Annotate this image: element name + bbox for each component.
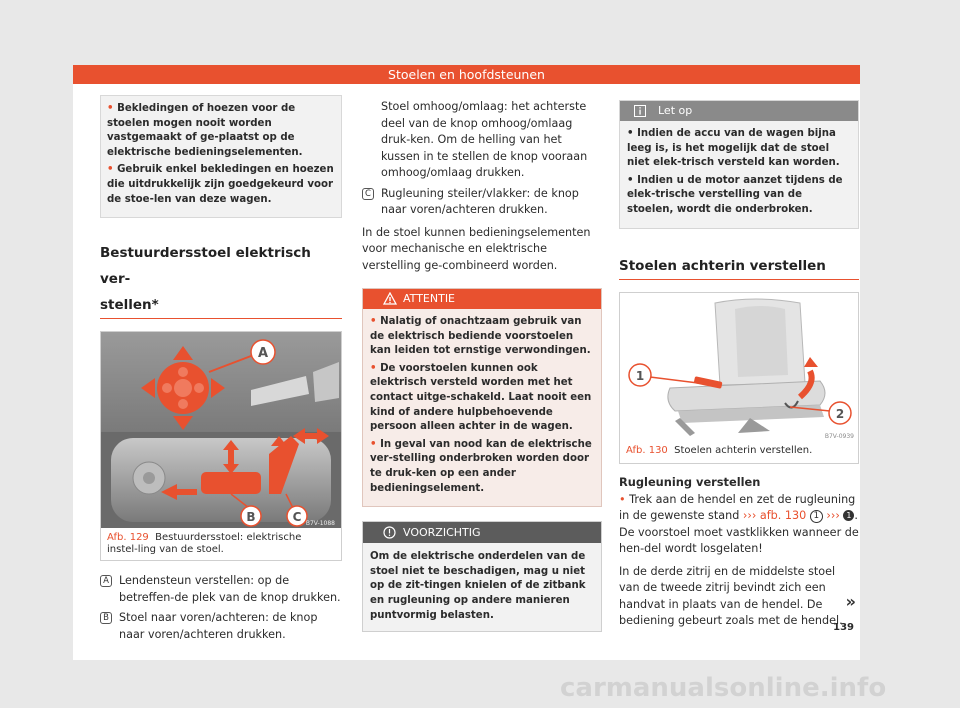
driver-seat-controls-illustration [101, 332, 341, 528]
control-item: A Lendensteun verstellen: op de betreffen-de plek van de knop drukken. [100, 573, 342, 606]
warning-bullet: • De voorstoelen kunnen ook elektrisch versteld worden met het contact uitge-schakeld. Laat nooit een kind of andere hulpbehoevende persoon alleen achter in de wagen. [370, 362, 592, 433]
warning-triangle-icon [383, 292, 397, 305]
warning-bullet: • Nalatig of onachtzaam gebruik van de elektrisch bediende voorstoelen kan leiden tot ernstige verwondingen. [370, 316, 591, 357]
caution-text: Om de elektrische onderdelen van de stoel niet te beschadigen, mag u niet op de zit-tingen knielen of de zitbank en rugleuning op andere manieren puntvormig belasten. [370, 551, 586, 621]
note-bullet: • Indien de accu van de wagen bijna leeg is, is het mogelijk dat de stoel niet elek-trisch versteld kan worden. [627, 128, 840, 169]
caution-body [363, 543, 601, 631]
figure-label-c: C [292, 510, 302, 525]
page-number: 139 [833, 622, 854, 633]
figure-label-a: A [257, 346, 269, 362]
figure-label-2: 2 [835, 406, 845, 421]
figure-129 [100, 331, 342, 561]
page-header: Stoelen en hoofdsteunen [73, 65, 860, 84]
instruction-bullet: • Trek aan de hendel en zet de rugleuning in de gewenste stand ››› afb. 130 1 ››› 1 . De voorstoel moet vastklikken wanneer de hen-del wordt losgelaten! [619, 492, 859, 556]
warning-bullet: • In geval van nood kan de elektrische ver-stelling onderbroken worden door te druk-ken op een ander bedieningselement. [370, 438, 592, 494]
section-heading-rear-seats [619, 253, 859, 280]
section-title: Stoelen achterin verstellen [619, 257, 826, 274]
figure-130 [619, 292, 859, 464]
control-list-left [100, 573, 342, 643]
figure-caption: Afb. 130 Stoelen achterin verstellen. [626, 444, 813, 456]
section-title: Bestuurdersstoel elektrisch ver- stellen* [100, 245, 311, 314]
note-bullet: • Indien u de motor aanzet tijdens de elek-trische verstelling van de stoelen, wordt die onderbroken. [627, 174, 843, 215]
column-middle [362, 99, 602, 632]
warning-box [362, 288, 602, 507]
figure-label-b: B [246, 510, 256, 525]
note-bullet: • Bekledingen of hoezen voor de stoelen mogen nooit worden vastgemaakt of ge-plaatst op de elektrische bedieningselementen. [107, 103, 303, 158]
handle-paragraph: In de derde zitrij en de middelste stoel van de tweede zitrij bevindt zich een handvat in plaats van de hendel. De bediening gebeurt zoals met de hendel. [619, 564, 843, 628]
column-left [100, 95, 342, 647]
subheading: Rugleuning verstellen [619, 474, 761, 489]
combined-controls-paragraph: In de stoel kunnen bedieningselementen voor mechanische en elektrische verstelling ge-combineerd worden. [362, 225, 591, 272]
item-badge: C [362, 188, 374, 200]
continue-mark: » [845, 592, 856, 611]
control-item: Stoel omhoog/omlaag: het achterste deel van de knop omhoog/omlaag druk-ken. Om de helling van het kussen in te stellen de knop vooraan omhoog/omlaag drukken. [381, 100, 588, 179]
warning-header: ATTENTIE [363, 289, 601, 309]
figure-label-1: 1 [635, 368, 645, 383]
note-body [620, 121, 858, 228]
watermark: carmanualsonline.info [560, 673, 887, 703]
note-box [619, 100, 859, 229]
figure-code: B7V-0939 [824, 432, 854, 440]
info-icon [634, 105, 646, 117]
caution-header: VOORZICHTIG [363, 522, 601, 543]
rear-seat-illustration [620, 293, 858, 441]
caution-box [362, 521, 602, 632]
note-bullet: • Gebruik enkel bekledingen en hoezen die uitdrukkelijk zijn goedgekeurd voor de stoe-len van deze wagen. [107, 164, 334, 205]
note-header: Let op [620, 101, 858, 121]
figure-code: B7V-1088 [305, 520, 335, 528]
manual-page [73, 65, 860, 660]
control-item: B Stoel naar voren/achteren: de knop naar voren/achteren drukken. [100, 610, 342, 643]
section-heading-driver-seat [100, 240, 342, 319]
caution-icon [383, 526, 396, 539]
seat-cover-note [100, 95, 342, 218]
warning-body [363, 309, 601, 506]
item-badge: B [100, 612, 112, 624]
column-right [619, 100, 859, 630]
control-item: C Rugleuning steiler/vlakker: de knop naar voren/achteren drukken. [362, 186, 602, 219]
figure-caption: Afb. 129 Bestuurdersstoel: elektrische instel-ling van de stoel. [107, 532, 302, 556]
figure-reference-link[interactable]: afb. 130 [759, 509, 807, 523]
item-badge: A [100, 575, 112, 587]
